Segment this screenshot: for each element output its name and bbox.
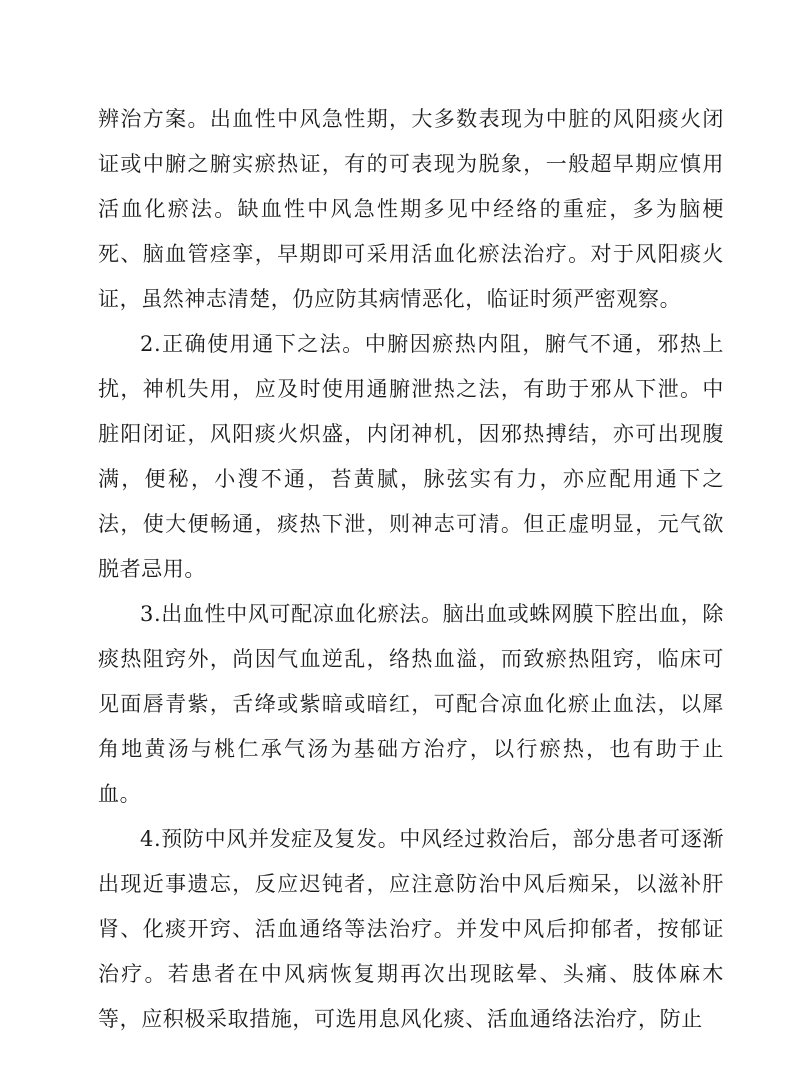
paragraph-3: 3.出血性中风可配凉血化瘀法。脑出血或蛛网膜下腔出血，除痰热阻窍外，尚因气血逆乱，络热血溢，而致瘀热阻窍，临床可见面唇青紫，舌绛或紫暗或暗红，可配合凉血化瘀止血法，以犀角地黄汤与桃仁承气汤为基础方治疗，以行瘀热，也有助于止血。 — [98, 602, 724, 806]
paragraph-2: 2.正确使用通下之法。中腑因瘀热内阻，腑气不通，邪热上扰，神机失用，应及时使用通腑泄热之法，有助于邪从下泄。中脏阳闭证，风阳痰火炽盛，内闭神机，因邪热搏结，亦可出现腹满，便秘，小溲不通，苔黄腻，脉弦实有力，亦应配用通下之法，使大便畅通，痰热下泄，则神志可清。但正虚明显，元气欲脱者忌用。 — [98, 332, 724, 581]
paragraph-1: 辨治方案。出血性中风急性期，大多数表现为中脏的风阳痰火闭证或中腑之腑实瘀热证，有的可表现为脱象，一般超早期应慎用活血化瘀法。缺血性中风急性期多见中经络的重症，多为脑梗死、脑血管痉挛，早期即可采用活血化瘀法治疗。对于风阳痰火证，虽然神志清楚，仍应防其病情恶化，临证时须严密观察。 — [98, 107, 724, 311]
paragraph-4: 4.预防中风并发症及复发。中风经过救治后，部分患者可逐渐出现近事遗忘，反应迟钝者，应注意防治中风后痴呆，以滋补肝肾、化痰开窍、活血通络等法治疗。并发中风后抑郁者，按郁证治疗。若患者在中风病恢复期再次出现眩晕、头痛、肢体麻木等，应积极采取措施，可选用息风化痰、活血通络法治疗，防止 — [98, 827, 724, 1031]
